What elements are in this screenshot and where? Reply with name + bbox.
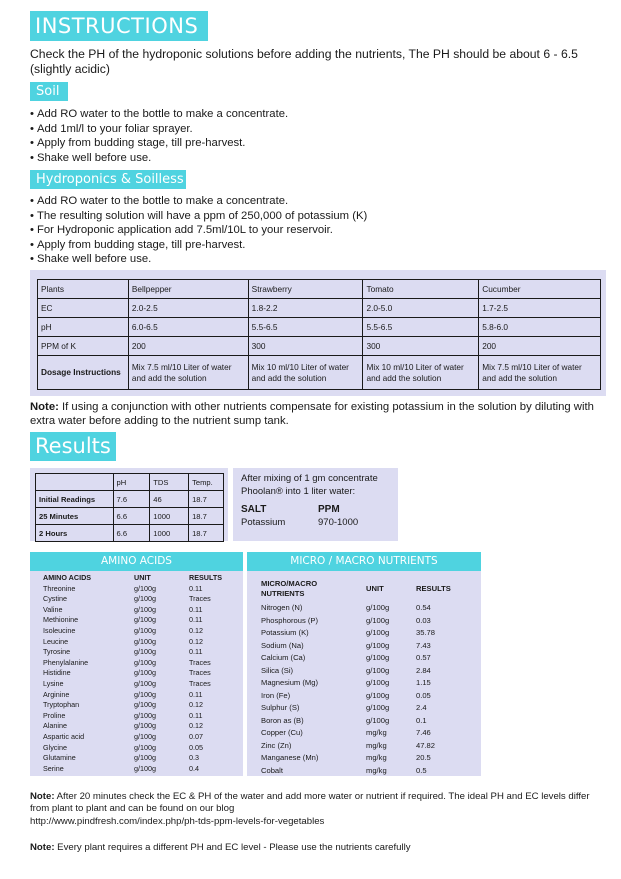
table-cell: Tomato bbox=[363, 280, 479, 299]
table-row bbox=[247, 727, 481, 740]
table-cell: 2 Hours bbox=[36, 525, 114, 542]
table-cell: Threonine bbox=[43, 583, 76, 593]
table-cell: EC bbox=[38, 299, 129, 318]
table-row bbox=[30, 711, 243, 722]
table-cell: Serine bbox=[43, 763, 64, 773]
instructions-heading: INSTRUCTIONS bbox=[30, 11, 208, 41]
note-text: If using a conjunction with other nutrients compensate for existing potassium in the solution by diluting with extra water before adding to the nutrient sump tank. bbox=[30, 401, 594, 427]
table-row bbox=[247, 740, 481, 753]
salt-ppm: 970-1000 bbox=[318, 516, 359, 528]
table-cell: 0.11 bbox=[189, 689, 203, 699]
table-cell: g/100g bbox=[366, 715, 390, 725]
table-cell: g/100g bbox=[134, 615, 156, 625]
table-row bbox=[30, 721, 243, 732]
table-cell: Aspartic acid bbox=[43, 731, 85, 741]
salt-ppm-row bbox=[241, 517, 390, 530]
table-cell: 0.11 bbox=[189, 583, 203, 593]
table-cell: 2.84 bbox=[416, 665, 431, 675]
table-cell: Alanine bbox=[43, 721, 67, 731]
table-row bbox=[247, 690, 481, 703]
table-cell: Silica (Si) bbox=[261, 665, 294, 675]
note-label: Note: bbox=[30, 791, 55, 802]
table-row bbox=[38, 337, 601, 356]
table-row bbox=[30, 584, 243, 595]
table-cell: mg/kg bbox=[366, 753, 387, 762]
table-cell: 0.12 bbox=[189, 625, 203, 635]
table-cell: PPM of K bbox=[38, 337, 129, 356]
table-row bbox=[30, 637, 243, 648]
table-cell: g/100g bbox=[134, 657, 156, 667]
table-cell: Arginine bbox=[43, 689, 70, 699]
blog-link[interactable]: http://www.pindfresh.com/index.php/ph-tds-ppm-levels-for-vegetables bbox=[30, 815, 325, 827]
table-cell: 20.5 bbox=[416, 753, 431, 762]
table-cell: 0.1 bbox=[416, 715, 427, 725]
table-cell: g/100g bbox=[134, 678, 156, 688]
table-cell: g/100g bbox=[134, 625, 156, 635]
table-cell: Traces bbox=[189, 657, 211, 667]
list-item: • Apply from budding stage, till pre-harvest. bbox=[30, 136, 288, 151]
table-cell: g/100g bbox=[134, 583, 156, 593]
table-cell: 6.0-6.5 bbox=[128, 318, 248, 337]
table-row bbox=[30, 626, 243, 637]
table-cell: g/100g bbox=[366, 703, 390, 712]
list-item: • Add RO water to the bottle to make a concentrate. bbox=[30, 107, 288, 122]
table-cell: g/100g bbox=[134, 647, 156, 657]
table-row bbox=[30, 647, 243, 658]
salt-name: Potassium bbox=[241, 516, 286, 528]
table-cell: 7.43 bbox=[416, 640, 431, 650]
table-cell: Plants bbox=[38, 280, 129, 299]
soil-instructions-list bbox=[30, 107, 288, 165]
micro-macro-panel bbox=[247, 552, 481, 776]
table-cell: 0.54 bbox=[416, 603, 431, 612]
table-row bbox=[30, 573, 243, 584]
table-row bbox=[38, 299, 601, 318]
table-cell: Manganese (Mn) bbox=[261, 753, 319, 762]
table-cell: Tyrosine bbox=[43, 647, 71, 657]
ec-ph-note bbox=[30, 791, 610, 828]
table-cell: UNIT bbox=[366, 584, 384, 593]
table-cell: g/100g bbox=[134, 763, 156, 773]
table-cell: g/100g bbox=[134, 753, 156, 763]
table-cell: g/100g bbox=[134, 710, 156, 720]
list-item: • Add 1ml/l to your foliar sprayer. bbox=[30, 122, 288, 137]
table-cell: 2.0-5.0 bbox=[363, 299, 479, 318]
table-cell: UNIT bbox=[134, 573, 151, 582]
table-cell: 6.6 bbox=[113, 508, 150, 525]
table-row bbox=[247, 702, 481, 715]
table-cell: Proline bbox=[43, 710, 66, 720]
amino-acids-panel bbox=[30, 552, 243, 776]
table-cell: Phosphorous (P) bbox=[261, 615, 318, 625]
table-cell: Cucumber bbox=[479, 280, 601, 299]
table-cell: Leucine bbox=[43, 636, 69, 646]
table-cell: 0.12 bbox=[189, 636, 203, 646]
list-item: • Apply from budding stage, till pre-harvest. bbox=[30, 238, 367, 253]
soil-heading: Soil bbox=[30, 82, 68, 101]
readings-table bbox=[35, 473, 224, 542]
plants-table bbox=[37, 279, 601, 390]
table-row bbox=[36, 491, 224, 508]
hydroponics-instructions-list bbox=[30, 194, 367, 267]
table-cell: MICRO/MACRO NUTRIENTS bbox=[261, 579, 318, 598]
table-row bbox=[247, 615, 481, 628]
table-cell: Copper (Cu) bbox=[261, 728, 303, 737]
table-cell: 0.07 bbox=[189, 731, 203, 741]
list-item: • Shake well before use. bbox=[30, 151, 288, 166]
amino-acids-table bbox=[30, 573, 243, 774]
table-row bbox=[30, 615, 243, 626]
table-cell: 300 bbox=[248, 337, 363, 356]
table-cell: Dosage Instructions bbox=[38, 356, 129, 390]
table-row bbox=[30, 690, 243, 701]
table-row bbox=[36, 474, 224, 491]
table-cell: Sodium (Na) bbox=[261, 640, 304, 650]
table-cell: 18.7 bbox=[189, 525, 224, 542]
potassium-note bbox=[30, 401, 608, 428]
table-cell: 0.3 bbox=[189, 753, 199, 763]
table-cell: Glycine bbox=[43, 742, 67, 752]
list-item: • For Hydroponic application add 7.5ml/10L to your reservoir. bbox=[30, 223, 367, 238]
table-cell: 18.7 bbox=[189, 491, 224, 508]
amino-acids-heading: AMINO ACIDS bbox=[30, 552, 243, 571]
table-cell: TDS bbox=[150, 474, 189, 491]
table-row bbox=[247, 715, 481, 728]
table-row bbox=[30, 668, 243, 679]
table-cell: 46 bbox=[150, 491, 189, 508]
table-row bbox=[30, 753, 243, 764]
table-cell: g/100g bbox=[366, 615, 390, 625]
table-cell: 0.11 bbox=[189, 647, 203, 657]
table-row bbox=[247, 640, 481, 653]
table-cell: Calcium (Ca) bbox=[261, 653, 306, 662]
salt-ppm-header bbox=[241, 504, 390, 517]
table-cell: pH bbox=[113, 474, 150, 491]
table-cell: 1000 bbox=[150, 525, 189, 542]
table-row bbox=[38, 280, 601, 299]
table-cell bbox=[36, 474, 114, 491]
table-row bbox=[247, 627, 481, 640]
table-cell: mg/kg bbox=[366, 765, 387, 775]
table-cell: g/100g bbox=[134, 742, 156, 752]
table-cell: 1.8-2.2 bbox=[248, 299, 363, 318]
table-cell: 0.12 bbox=[189, 700, 203, 710]
table-cell: Traces bbox=[189, 668, 211, 678]
table-row bbox=[30, 732, 243, 743]
table-cell: 200 bbox=[479, 337, 601, 356]
table-cell: RESULTS bbox=[189, 573, 223, 582]
table-cell: g/100g bbox=[366, 690, 390, 700]
table-cell: 1.7-2.5 bbox=[479, 299, 601, 318]
table-cell: 1.15 bbox=[416, 678, 431, 687]
table-cell: 0.11 bbox=[189, 615, 203, 625]
table-cell: 18.7 bbox=[189, 508, 224, 525]
table-cell: g/100g bbox=[366, 665, 390, 675]
table-cell: Traces bbox=[189, 678, 211, 688]
table-row bbox=[38, 356, 601, 390]
table-cell: g/100g bbox=[134, 731, 156, 741]
ppm-label: PPM bbox=[318, 504, 340, 515]
table-cell: Traces bbox=[189, 594, 211, 604]
table-cell: Boron as (B) bbox=[261, 715, 304, 725]
table-row bbox=[247, 677, 481, 690]
table-cell: 0.03 bbox=[416, 615, 431, 625]
caution-note bbox=[30, 842, 610, 854]
table-cell: mg/kg bbox=[366, 728, 387, 737]
table-cell: g/100g bbox=[134, 604, 156, 614]
table-cell: Mix 7.5 ml/10 Liter of water and add the solution bbox=[128, 356, 248, 390]
micro-macro-heading: MICRO / MACRO NUTRIENTS bbox=[247, 552, 481, 571]
table-cell: g/100g bbox=[134, 700, 156, 710]
table-cell: Valine bbox=[43, 604, 63, 614]
table-cell: 0.4 bbox=[189, 763, 199, 773]
table-cell: 25 Minutes bbox=[36, 508, 114, 525]
table-cell: g/100g bbox=[134, 636, 156, 646]
table-cell: 5.8-6.0 bbox=[479, 318, 601, 337]
note-text: After 20 minutes check the EC & PH of the water and add more water or nutrient if required. The ideal PH and EC levels differ from plant to plant and can be found on our blog bbox=[30, 791, 590, 815]
table-cell: Initial Readings bbox=[36, 491, 114, 508]
table-cell: 1000 bbox=[150, 508, 189, 525]
table-cell: Methionine bbox=[43, 615, 79, 625]
table-cell: Zinc (Zn) bbox=[261, 740, 292, 750]
results-heading: Results bbox=[30, 432, 116, 461]
table-row bbox=[38, 318, 601, 337]
table-cell: Mix 7.5 ml/10 Liter of water and add the solution bbox=[479, 356, 601, 390]
table-cell: Mix 10 ml/10 Liter of water and add the solution bbox=[363, 356, 479, 390]
table-cell: Glutamine bbox=[43, 753, 76, 763]
table-cell: Mix 10 ml/10 Liter of water and add the solution bbox=[248, 356, 363, 390]
table-cell: RESULTS bbox=[416, 584, 451, 593]
table-row bbox=[247, 602, 481, 615]
table-cell: 47.82 bbox=[416, 740, 436, 750]
table-cell: Cobalt bbox=[261, 765, 283, 775]
table-cell: 200 bbox=[128, 337, 248, 356]
table-cell: Isoleucine bbox=[43, 625, 76, 635]
table-cell: g/100g bbox=[366, 653, 390, 662]
table-cell: 2.0-2.5 bbox=[128, 299, 248, 318]
table-cell: g/100g bbox=[134, 594, 156, 604]
table-row bbox=[36, 508, 224, 525]
list-item: • The resulting solution will have a ppm of 250,000 of potassium (K) bbox=[30, 209, 367, 224]
table-cell: 6.6 bbox=[113, 525, 150, 542]
table-row bbox=[247, 765, 481, 778]
table-row bbox=[247, 665, 481, 678]
ph-intro-text: Check the PH of the hydroponic solutions before adding the nutrients, The PH should be about 6 - 6.5 (slightly acidic) bbox=[30, 47, 578, 76]
mixing-info-box bbox=[233, 468, 398, 541]
table-cell: g/100g bbox=[134, 721, 156, 731]
table-cell: AMINO ACIDS bbox=[43, 573, 92, 582]
table-row bbox=[247, 652, 481, 665]
note-label: Note: bbox=[30, 401, 59, 413]
table-cell: 7.46 bbox=[416, 728, 431, 737]
table-cell: 5.5-6.5 bbox=[248, 318, 363, 337]
table-cell: Strawberry bbox=[248, 280, 363, 299]
table-row bbox=[30, 594, 243, 605]
table-row bbox=[30, 700, 243, 711]
table-cell: g/100g bbox=[366, 678, 390, 687]
table-row bbox=[30, 658, 243, 669]
mixing-description: After mixing of 1 gm concentrate Phoolan® into 1 liter water: bbox=[241, 473, 378, 497]
table-cell: 5.5-6.5 bbox=[363, 318, 479, 337]
table-cell: Temp. bbox=[189, 474, 224, 491]
table-cell: Magnesium (Mg) bbox=[261, 678, 318, 687]
table-cell: 35.78 bbox=[416, 628, 436, 637]
table-cell: Iron (Fe) bbox=[261, 690, 291, 700]
table-cell: g/100g bbox=[366, 640, 390, 650]
micro-macro-table bbox=[247, 576, 481, 777]
table-cell: mg/kg bbox=[366, 740, 387, 750]
table-cell: Potassium (K) bbox=[261, 628, 309, 637]
table-cell: 0.11 bbox=[189, 710, 203, 720]
table-cell: pH bbox=[38, 318, 129, 337]
table-cell: Bellpepper bbox=[128, 280, 248, 299]
table-cell: g/100g bbox=[134, 689, 156, 699]
table-row bbox=[36, 525, 224, 542]
table-cell: 0.11 bbox=[189, 604, 203, 614]
table-row bbox=[30, 764, 243, 775]
table-cell: 2.4 bbox=[416, 703, 427, 712]
salt-label: SALT bbox=[241, 504, 267, 515]
table-row bbox=[247, 576, 481, 602]
table-cell: g/100g bbox=[366, 628, 390, 637]
list-item: • Add RO water to the bottle to make a concentrate. bbox=[30, 194, 367, 209]
table-cell: Sulphur (S) bbox=[261, 703, 300, 712]
table-cell: 0.5 bbox=[416, 765, 427, 775]
table-cell: Tryptophan bbox=[43, 700, 80, 710]
table-cell: 0.12 bbox=[189, 721, 203, 731]
list-item: • Shake well before use. bbox=[30, 252, 367, 267]
table-cell: Phenylalanine bbox=[43, 657, 89, 667]
note-text: Every plant requires a different PH and EC level - Please use the nutrients carefully bbox=[54, 842, 411, 853]
table-cell: Cystine bbox=[43, 594, 67, 604]
hydroponics-heading: Hydroponics & Soilless bbox=[30, 170, 186, 189]
table-row bbox=[30, 605, 243, 616]
table-cell: g/100g bbox=[134, 668, 156, 678]
table-cell: 300 bbox=[363, 337, 479, 356]
note-label: Note: bbox=[30, 842, 55, 853]
table-cell: 7.6 bbox=[113, 491, 150, 508]
table-row bbox=[30, 743, 243, 754]
table-row bbox=[247, 752, 481, 765]
table-cell: Nitrogen (N) bbox=[261, 603, 303, 612]
table-cell: 0.57 bbox=[416, 653, 431, 662]
table-cell: 0.05 bbox=[416, 690, 431, 700]
table-cell: 0.05 bbox=[189, 742, 203, 752]
table-cell: Histidine bbox=[43, 668, 71, 678]
table-cell: Lysine bbox=[43, 678, 64, 688]
table-row bbox=[30, 679, 243, 690]
table-cell: g/100g bbox=[366, 603, 390, 612]
